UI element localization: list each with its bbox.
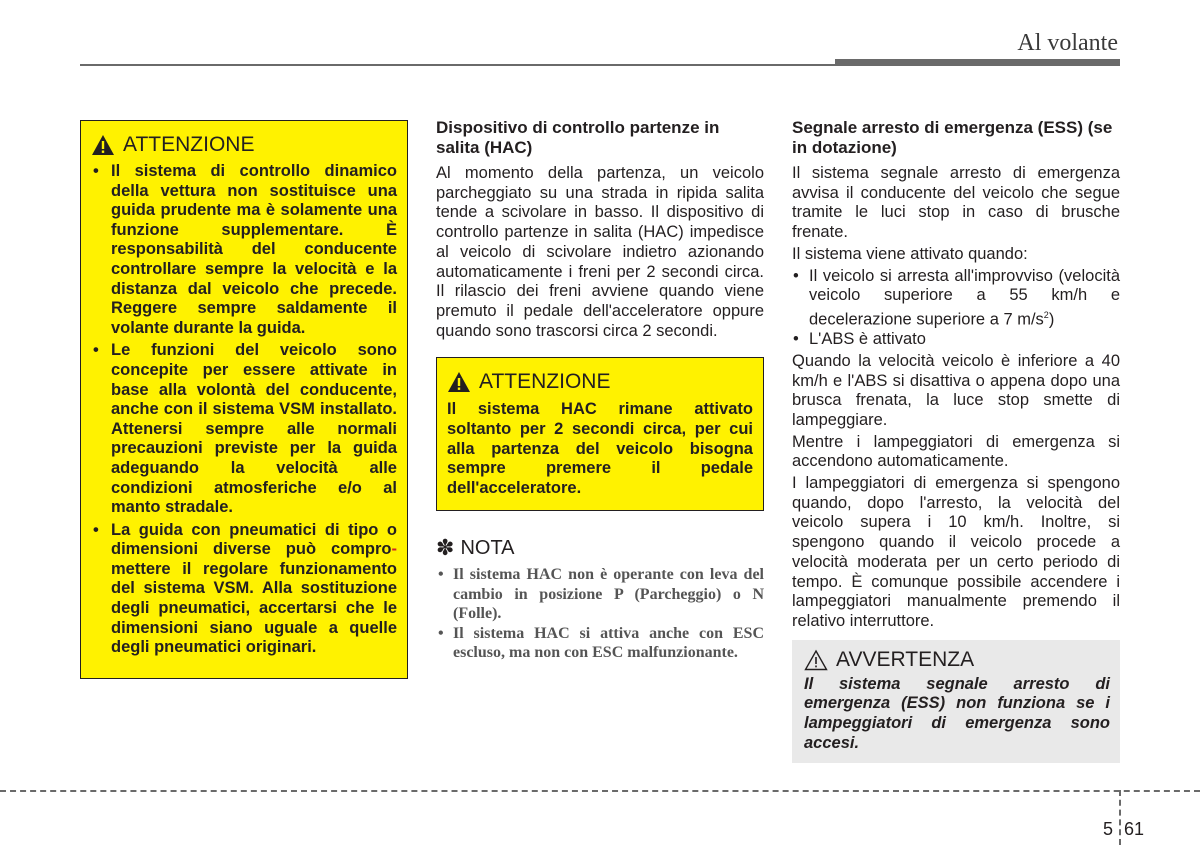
warning-list <box>91 162 397 658</box>
caution-header <box>804 648 1110 672</box>
header-rule <box>80 64 835 66</box>
nota-item: • Il sistema HAC si attiva anche con ESC escluso, ma non con ESC malfunzionante. <box>436 624 764 663</box>
asterisk-icon: ✽ <box>436 535 455 561</box>
warning-triangle-icon <box>447 371 471 393</box>
section-title-ess: Segnale arresto di emergenza (ESS) (se in dotazione) <box>792 118 1113 157</box>
warning-item-part: mettere il regolare funzionamento del sistema VSM. Alla sostituzione degli pneumatici, accertarsi che le dimensioni siano uguale a quelle degli pneumatici originari. <box>111 559 397 657</box>
nota-item: • Il sistema HAC non è operante con leva del cambio in posizione P (Parcheggio) o N (Folle). <box>436 565 764 624</box>
warning-item: • Le funzioni del veicolo sono concepite per essere attivate in base alla volontà del conducente, anche con il sistema VSM installato. Attenersi sempre alle normali precauzioni previste per la guida adeguando la velocità alle condizioni atmosferiche e/o al manto stradale. <box>91 341 397 517</box>
footer-divider <box>1119 790 1121 845</box>
section-title-hac: Dispositivo di controllo partenze in salita (HAC) <box>436 118 720 157</box>
warning-triangle-icon <box>91 134 115 156</box>
hyphen-mark: - <box>391 540 397 559</box>
page-number: 61 <box>1124 819 1145 839</box>
warning-item: • Il sistema di controllo dinamico della vettura non sostituisce una guida prudente ma è solamente una funzione supplementare. È responsabilità del conducente controllare sempre la velocità e la distanza dal veicolo che precede. Reggere sempre saldamente il volante durante la guida. <box>91 162 397 338</box>
header-rule-accent <box>835 59 1120 66</box>
caution-text: Il sistema segnale arresto di emergenza (ESS) non funziona se i lampeggiatori di emergenza sono accesi. <box>804 674 1110 752</box>
nota-list <box>436 565 764 663</box>
ess-paragraph: Il sistema segnale arresto di emergenza avvisa il conducente del veicolo che segue tramite le luci stop in caso di brusche frenate. <box>792 164 1120 242</box>
section-number: 5 <box>1103 819 1114 839</box>
warning-header <box>91 133 397 157</box>
nota-heading: NOTA <box>460 536 515 559</box>
ess-paragraph: Quando la velocità veicolo è inferiore a 40 km/h e l'ABS si disattiva o appena dopo una brusca frenata, la luce stop smette di lampeggiare. <box>792 351 1120 429</box>
hac-body: Al momento della partenza, un veicolo parcheggiato su una strada in ripida salita tende a scivolare in basso. Il dispositivo di controllo partenze in salita (HAC) impedisce al veicolo di scivolare indietro azionando automaticamente i freni per 2 secondi circa. Il rilascio dei freni avviene quando viene premuto il pedale dell'acceleratore oppure quando sono trascorsi circa 2 secondi. <box>436 164 764 340</box>
ess-paragraph: Mentre i lampeggiatori di emergenza si accendono automaticamente. <box>792 432 1120 471</box>
column-middle <box>436 118 764 663</box>
warning-item <box>91 521 397 658</box>
warning-heading: ATTENZIONE <box>123 133 255 156</box>
caution-heading: AVVERTENZA <box>836 647 975 671</box>
caution-box <box>792 640 1120 764</box>
column-left <box>80 118 408 679</box>
warning-box-vsm <box>80 120 408 679</box>
ess-paragraph: I lampeggiatori di emergenza si spengono quando, dopo l'arresto, la velocità del veicolo supera i 10 km/h. Inoltre, si spengono quando il veicolo procede a velocità moderata per un certo periodo di tempo. È comunque possibile accendere i lampeggiatori manualmente premendo il relativo interruttore. <box>792 474 1120 630</box>
caution-triangle-icon <box>804 649 828 671</box>
nota-section <box>436 535 764 663</box>
ess-conditions <box>792 267 1120 350</box>
chapter-title: Al volante <box>1017 30 1118 56</box>
ess-paragraph: Il sistema viene attivato quando: <box>792 244 1028 263</box>
condition-end: ) <box>1048 310 1055 329</box>
condition-text: Il veicolo si arresta all'improvviso (velocità veicolo superiore a 55 km/h e decelerazione superiore a 7 m/s <box>809 266 1120 329</box>
nota-header <box>436 535 764 561</box>
superscript: 2 <box>1043 309 1049 320</box>
ess-condition-item: • L'ABS è attivato <box>792 330 1120 350</box>
warning-header <box>447 370 753 394</box>
warning-box-hac <box>436 357 764 511</box>
warning-item-part: La guida con pneumatici di tipo o dimensioni diverse può compro <box>111 520 397 559</box>
ess-condition-item <box>792 267 1120 331</box>
footer-rule <box>0 790 1200 792</box>
warning-heading: ATTENZIONE <box>479 370 611 394</box>
warning-text: Il sistema HAC rimane attivato soltanto per 2 secondi circa, per cui alla partenza del veicolo bisogna sempre premere il pedale dell'acceleratore. <box>447 400 753 498</box>
column-right <box>792 118 1120 763</box>
